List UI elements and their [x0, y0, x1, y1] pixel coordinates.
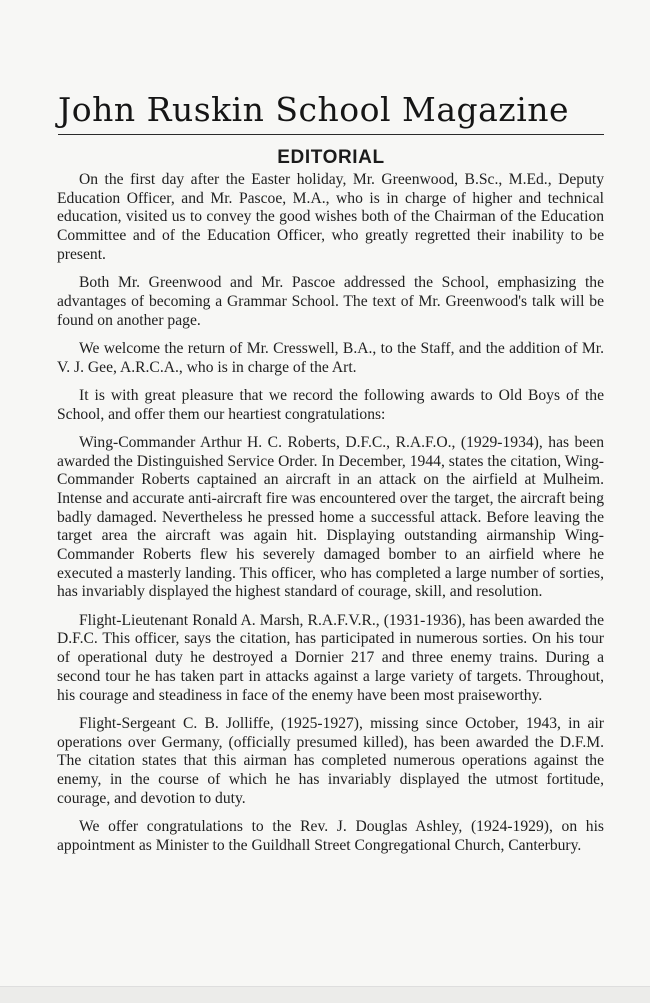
paragraph-ashley: We offer congratulations to the Rev. J. Douglas Ashley, (1924-1929), on his appointment as Minister to the Guildhall Street Congregational Church, Canterbury.	[57, 817, 604, 854]
paragraph-marsh: Flight-Lieutenant Ronald A. Marsh, R.A.F.V.R., (1931-1936), has been awarded the D.F.C. This officer, says the citation, has participated in numerous sorties. On his tour of operational duty he destroyed a Dornier 217 and three enemy trains. During a second tour he has taken part in attacks against a large variety of targets. Throughout, his courage and steadiness in face of the enemy have been most praiseworthy.	[57, 611, 604, 704]
paragraph-addresses: Both Mr. Greenwood and Mr. Pascoe addressed the School, emphasizing the advantages of becoming a Grammar School. The text of Mr. Greenwood's talk will be found on another page.	[57, 274, 604, 329]
paragraph-staff: We welcome the return of Mr. Cresswell, B.A., to the Staff, and the addition of Mr. V. J. Gee, A.R.C.A., who is in charge of the Art.	[57, 339, 604, 376]
title-rule	[58, 134, 604, 135]
editorial-body	[57, 171, 604, 855]
paragraph-awards-intro: It is with great pleasure that we record the following awards to Old Boys of the School, and offer them our heartiest congratulations:	[57, 386, 604, 423]
paragraph-jolliffe: Flight-Sergeant C. B. Jolliffe, (1925-1927), missing since October, 1943, in air operations over Germany, (officially presumed killed), has been awarded the D.F.M. The citation states that this airman has completed numerous operations against the enemy, in the course of which he has invariably displayed the utmost fortitude, courage, and devotion to duty.	[57, 714, 604, 807]
paragraph-roberts: Wing-Commander Arthur H. C. Roberts, D.F.C., R.A.F.O., (1929-1934), has been awarded the Distinguished Service Order. In December, 1944, states the citation, Wing-Commander Roberts captained an aircraft in an attack on the airfield at Mulheim. Intense and accurate anti-aircraft fire was encountered over the target, the aircraft being badly damaged. Nevertheless he pressed home a successful attack. Before leaving the target area the aircraft was again hit. Displaying outstanding airmanship Wing-Commander Roberts flew his severely damaged bomber to an airfield where he executed a masterly landing. This officer, who has completed a large number of sorties, has invariably displayed the highest standard of courage, skill, and resolution.	[57, 433, 604, 601]
paragraph-visit: On the first day after the Easter holiday, Mr. Greenwood, B.Sc., M.Ed., Deputy Education Officer, and Mr. Pascoe, M.A., who is in charge of higher and technical education, visited us to convey the good wishes both of the Chairman of the Education Committee and of the Education Officer, who greatly regretted their inability to be present.	[57, 171, 604, 263]
page-bottom-edge	[0, 986, 650, 1003]
magazine-title: John Ruskin School Magazine	[58, 90, 570, 129]
editorial-heading: EDITORIAL	[277, 147, 385, 168]
